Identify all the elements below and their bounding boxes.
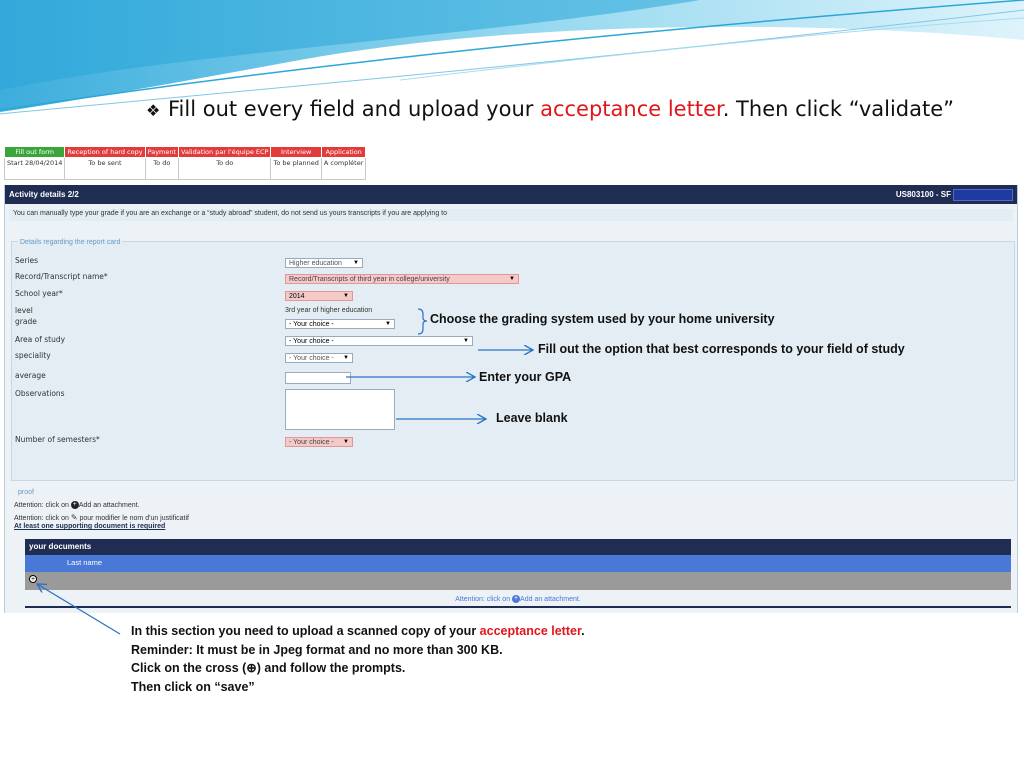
school-year-select[interactable] xyxy=(285,291,353,301)
info-message: You can manually type your grade if you are an exchange or a “study abroad” student, do not send us yours transcripts if you are applying to xyxy=(9,209,1013,221)
report-card-panel xyxy=(11,241,1015,481)
cross-line: Click on the cross (⊕) and follow the prompts. xyxy=(131,661,406,675)
diamond-bullet-icon: ❖ xyxy=(146,101,161,120)
add-attachment-button[interactable]: + xyxy=(30,576,36,583)
chevron-down-icon: ▼ xyxy=(463,338,469,344)
upload-text: In this section you need to upload a scanned copy of your xyxy=(131,624,480,638)
rename-text: pour modifier le nom d'un justificatif xyxy=(77,515,189,522)
record-value: Record/Transcripts of third year in college/university xyxy=(289,276,450,283)
speciality-value: - Your choice - xyxy=(289,355,334,362)
level-value: 3rd year of higher education xyxy=(285,307,373,314)
user-name-redacted xyxy=(953,189,1013,201)
semesters-label: Number of semesters* xyxy=(15,435,100,444)
column-last-name[interactable]: Last name xyxy=(25,555,1011,572)
activity-details-window xyxy=(4,185,1018,613)
status-header-hard-copy[interactable]: Reception of hard copy xyxy=(65,147,145,158)
chevron-down-icon: ▼ xyxy=(385,321,391,327)
series-select[interactable] xyxy=(285,258,363,268)
annotation-gpa: Enter your GPA xyxy=(479,370,572,384)
grade-label: grade xyxy=(15,317,37,326)
attention-rename-line xyxy=(14,513,189,522)
area-of-study-select[interactable] xyxy=(285,336,473,346)
your-documents-header: your documents xyxy=(25,539,1011,555)
application-status-table xyxy=(4,146,366,180)
status-cell: A compléter xyxy=(321,158,366,180)
user-info xyxy=(896,189,1013,201)
proof-section xyxy=(11,489,1015,610)
chevron-down-icon: ▼ xyxy=(343,439,349,445)
attention-text: Attention: click on xyxy=(455,595,513,603)
upload-line xyxy=(131,622,585,641)
title-text-post: . Then click “validate” xyxy=(722,97,955,121)
series-label: Series xyxy=(15,256,39,265)
average-input[interactable] xyxy=(285,372,351,384)
add-attachment-text: Add an attachment. xyxy=(520,595,581,603)
title-highlight: acceptance letter xyxy=(540,97,723,121)
proof-legend: proof xyxy=(18,489,34,496)
status-header-interview[interactable]: Interview xyxy=(271,147,321,158)
semesters-select[interactable] xyxy=(285,437,353,447)
attention-text: Attention: click on xyxy=(14,515,71,522)
series-value: Higher education xyxy=(289,260,342,267)
observations-textarea[interactable] xyxy=(285,389,395,430)
window-header xyxy=(5,185,1017,204)
window-title: Activity details 2/2 xyxy=(9,190,79,199)
add-attachment-icon: + xyxy=(72,501,77,508)
speciality-select[interactable] xyxy=(285,353,353,363)
status-cell: To be planned xyxy=(271,158,321,180)
title-text-pre: Fill out every field and upload your xyxy=(168,97,541,121)
average-label: average xyxy=(15,371,46,380)
documents-row xyxy=(25,572,1011,590)
upload-highlight: acceptance letter xyxy=(479,624,582,638)
add-attachment-text: Add an attachment. xyxy=(78,501,140,509)
status-cell: To do xyxy=(179,158,271,180)
record-select[interactable] xyxy=(285,274,519,284)
observations-label: Observations xyxy=(15,389,65,398)
annotation-leave-blank: Leave blank xyxy=(496,411,568,425)
required-document-note: At least one supporting document is required xyxy=(14,523,166,530)
chevron-down-icon: ▼ xyxy=(343,355,349,361)
slide-title xyxy=(146,97,954,121)
record-label: Record/Transcript name* xyxy=(15,272,108,281)
status-cell: To do xyxy=(145,158,178,180)
status-header-application[interactable]: Application xyxy=(321,147,366,158)
save-line: Then click on “save” xyxy=(131,679,255,694)
area-of-study-value: - Your choice - xyxy=(289,338,334,345)
level-label: level xyxy=(15,306,33,315)
chevron-down-icon: ▼ xyxy=(343,293,349,299)
user-code: US803100 - SF xyxy=(895,190,951,199)
status-cell: Start 28/04/2014 xyxy=(5,158,65,180)
school-year-label: School year* xyxy=(15,289,63,298)
documents-footer xyxy=(25,591,1011,608)
grade-value: - Your choice - xyxy=(289,321,334,328)
add-attachment-icon: + xyxy=(514,595,519,602)
reminder-line: Reminder: It must be in Jpeg format and no more than 300 KB. xyxy=(131,642,503,657)
grade-select[interactable] xyxy=(285,319,395,329)
status-cell: To be sent xyxy=(65,158,145,180)
upload-instructions xyxy=(131,622,585,696)
attention-text: Attention: click on xyxy=(14,501,71,509)
report-card-legend: Details regarding the report card xyxy=(20,239,121,246)
school-year-value: 2014 xyxy=(289,293,305,300)
annotation-field-of-study: Fill out the option that best corresponds to your field of study xyxy=(538,342,905,356)
status-header-fill-out[interactable]: Fill out form xyxy=(5,147,65,158)
status-header-payment[interactable]: Payment xyxy=(145,147,178,158)
chevron-down-icon: ▼ xyxy=(353,260,359,266)
chevron-down-icon: ▼ xyxy=(509,276,515,282)
area-of-study-label: Area of study xyxy=(15,335,66,344)
semesters-value: - Your choice - xyxy=(289,439,334,446)
pencil-icon: ✎ xyxy=(70,513,78,522)
annotation-grading: Choose the grading system used by your home university xyxy=(430,312,775,326)
attention-add-line xyxy=(14,501,140,509)
upload-period: . xyxy=(581,624,585,638)
status-header-validation[interactable]: Validation par l'équipe ECP xyxy=(179,147,271,158)
speciality-label: speciality xyxy=(15,351,51,360)
